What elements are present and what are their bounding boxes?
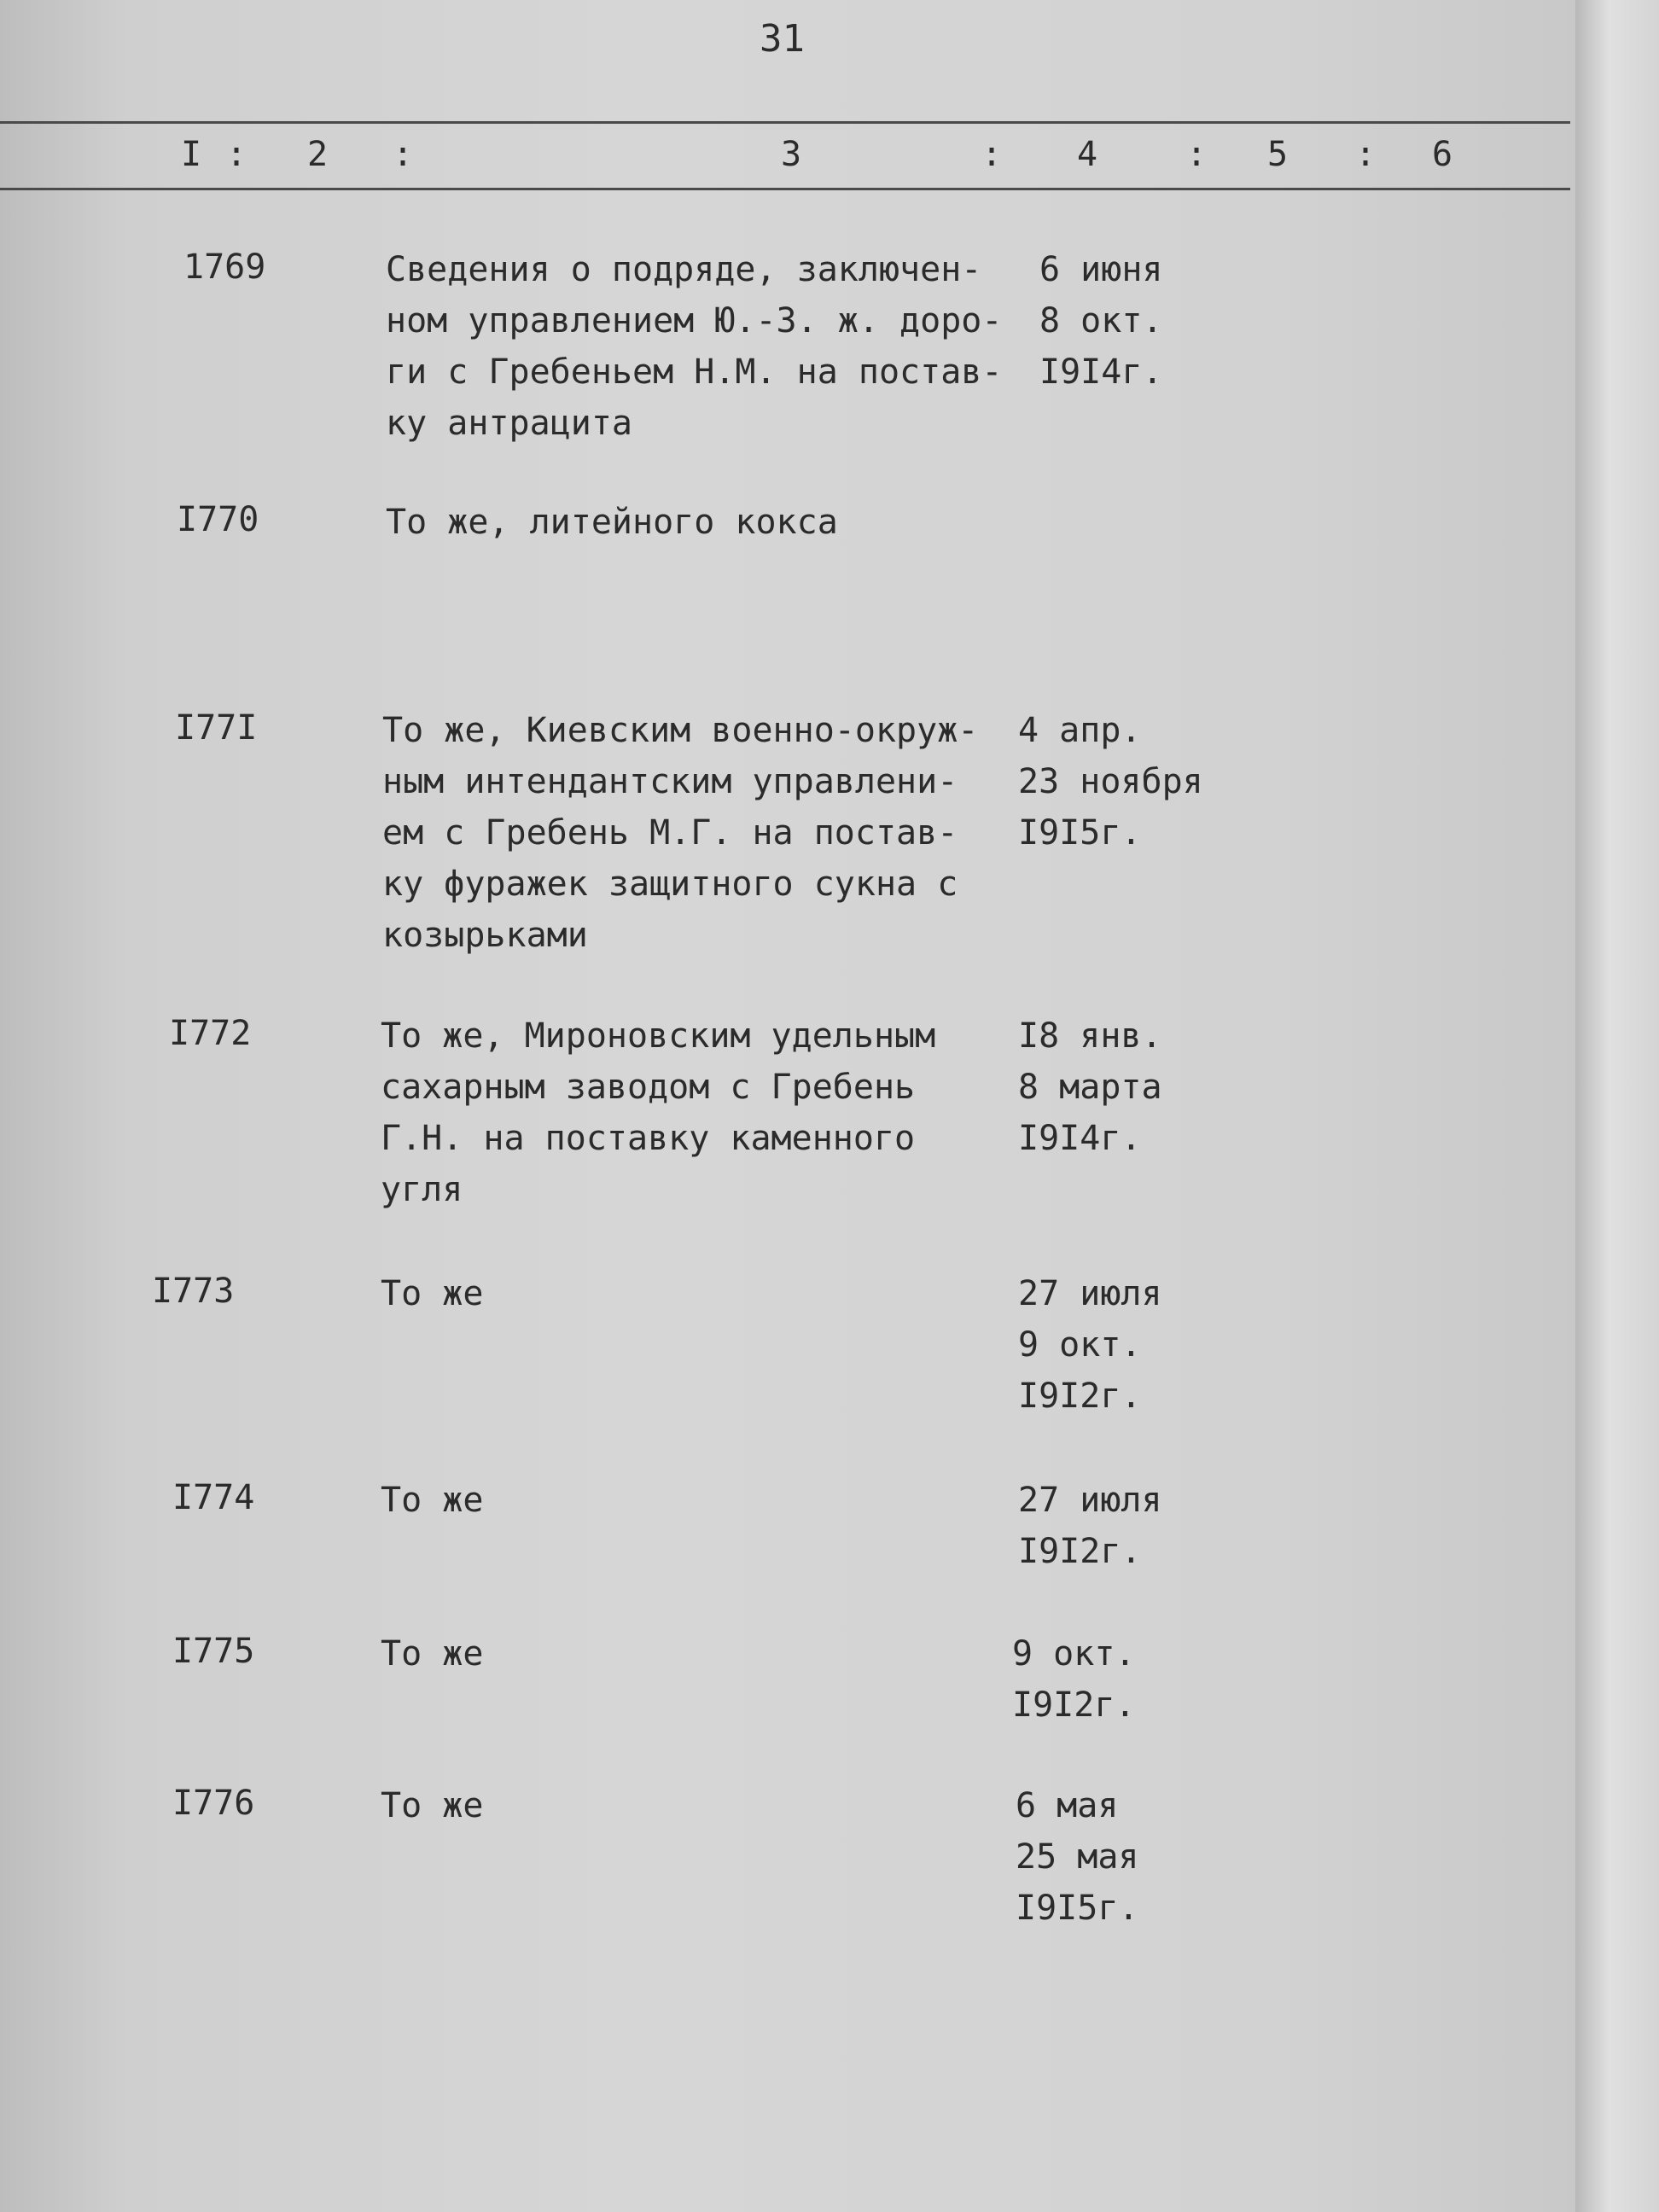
- entry-description: [381, 1475, 1012, 1526]
- entry-date-line: I9I5г.: [1016, 1889, 1139, 1928]
- entry-dates: [1018, 705, 1203, 859]
- entry-dates: [1018, 1010, 1162, 1164]
- entry-dates: [1018, 1268, 1162, 1422]
- column-separator: :: [226, 135, 247, 174]
- entry-number: I772: [169, 1014, 252, 1053]
- entry-description: [381, 1010, 1012, 1215]
- entry-dates: [1039, 244, 1163, 398]
- column-header-3: 3: [781, 135, 802, 174]
- entry-date-line: 4 апр.: [1018, 711, 1142, 750]
- column-header-5: 5: [1267, 135, 1289, 174]
- entry-date-line: 6 мая: [1016, 1786, 1119, 1825]
- column-header-1: I: [181, 135, 202, 174]
- entry-date-line: 8 окт.: [1039, 301, 1163, 341]
- entry-date-line: 9 окт.: [1012, 1634, 1136, 1674]
- entry-text-line: ку антрацита: [386, 404, 632, 443]
- header-rule-bottom: [0, 188, 1570, 190]
- entry-date-line: 25 мая: [1016, 1837, 1139, 1877]
- column-header-2: 2: [307, 135, 329, 174]
- header-rule-top: [0, 121, 1570, 124]
- entry-text-line: угля: [381, 1170, 463, 1209]
- entry-text-line: ном управлением Ю.-З. ж. доро-: [386, 301, 1003, 341]
- entry-description: [386, 244, 1017, 449]
- entry-text-line: ги с Гребеньем Н.М. на постав-: [386, 352, 1003, 392]
- entry-date-line: 6 июня: [1039, 250, 1163, 289]
- column-header-4: 4: [1077, 135, 1098, 174]
- entry-date-line: 27 июля: [1018, 1481, 1162, 1520]
- entry-text-line: То же: [381, 1481, 484, 1520]
- column-separator: :: [1186, 135, 1208, 174]
- column-separator: :: [393, 135, 414, 174]
- entry-text-line: Г.Н. на поставку каменного: [381, 1119, 916, 1158]
- entry-dates: [1012, 1628, 1136, 1731]
- entry-text-line: козырьками: [382, 916, 588, 955]
- entry-date-line: I9I2г.: [1018, 1377, 1142, 1416]
- entry-description: [381, 1268, 1012, 1319]
- entry-number: I774: [172, 1478, 255, 1517]
- entry-description: [381, 1628, 1012, 1679]
- entry-description: [386, 497, 1017, 548]
- entry-text-line: сахарным заводом с Гребень: [381, 1068, 916, 1107]
- entry-number: I776: [172, 1784, 255, 1823]
- entry-date-line: 9 окт.: [1018, 1325, 1142, 1365]
- entry-text-line: ку фуражек защитного сукна с: [382, 864, 958, 904]
- entry-date-line: I9I2г.: [1012, 1685, 1136, 1725]
- page-number: 31: [760, 17, 805, 61]
- entry-text-line: То же: [381, 1786, 484, 1825]
- entry-date-line: 23 ноября: [1018, 762, 1203, 801]
- entry-number: 1769: [183, 247, 266, 287]
- entry-date-line: I9I4г.: [1018, 1119, 1142, 1158]
- entry-text-line: То же: [381, 1274, 484, 1313]
- entry-number: I773: [152, 1272, 235, 1311]
- entry-description: [381, 1780, 1012, 1831]
- entry-text-line: То же, Киевским военно-окруж-: [382, 711, 979, 750]
- entry-date-line: I8 янв.: [1018, 1016, 1162, 1056]
- entry-date-line: I9I4г.: [1039, 352, 1163, 392]
- entry-dates: [1018, 1475, 1162, 1577]
- entry-text-line: Сведения о подряде, заключен-: [386, 250, 982, 289]
- page-edge: [1575, 0, 1659, 2212]
- entry-number: I77I: [175, 708, 258, 748]
- column-separator: :: [981, 135, 1003, 174]
- entry-date-line: 27 июля: [1018, 1274, 1162, 1313]
- entry-number: I770: [177, 500, 259, 539]
- entry-number: I775: [172, 1632, 255, 1671]
- entry-text-line: ем с Гребень М.Г. на постав-: [382, 813, 958, 853]
- entry-text-line: То же, Мироновским удельным: [381, 1016, 936, 1056]
- entry-text-line: То же: [381, 1634, 484, 1674]
- entry-date-line: I9I2г.: [1018, 1532, 1142, 1571]
- entry-description: [382, 705, 1014, 961]
- column-header-6: 6: [1432, 135, 1453, 174]
- column-separator: :: [1355, 135, 1377, 174]
- entry-dates: [1016, 1780, 1139, 1934]
- entry-text-line: ным интендантским управлени-: [382, 762, 958, 801]
- entry-date-line: 8 марта: [1018, 1068, 1162, 1107]
- entry-date-line: I9I5г.: [1018, 813, 1142, 853]
- entry-text-line: То же, литейного кокса: [386, 503, 838, 542]
